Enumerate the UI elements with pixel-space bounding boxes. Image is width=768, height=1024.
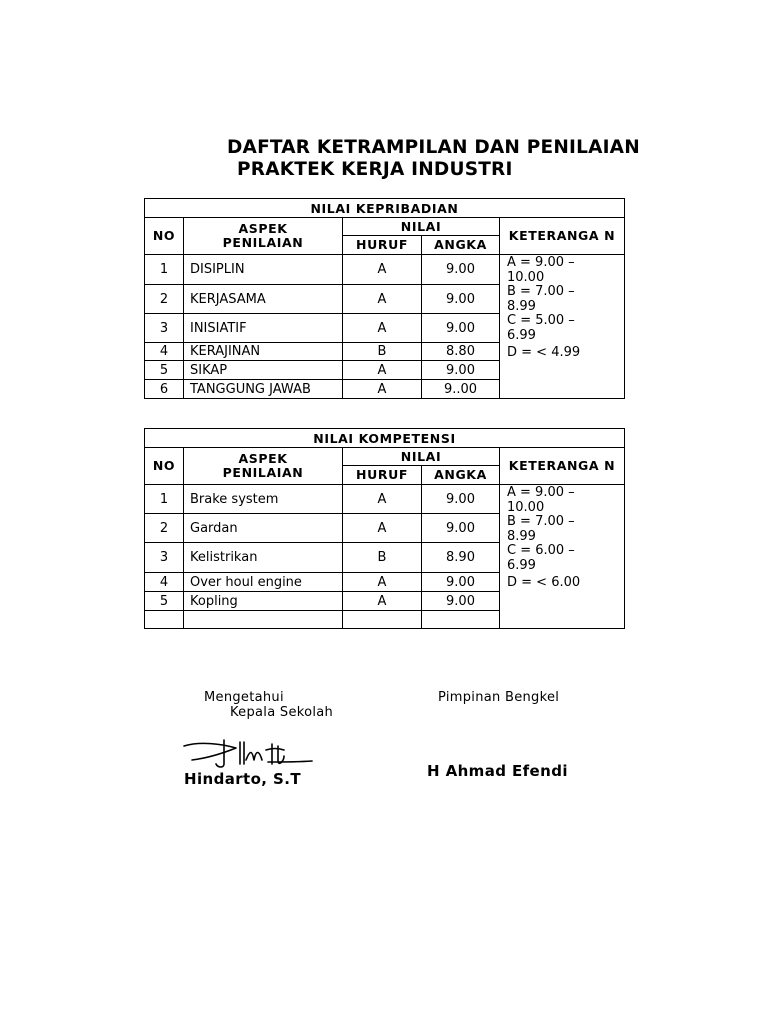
pimpinan-bengkel-name: H Ahmad Efendi (427, 762, 568, 780)
legend-line: 8.99 (507, 528, 536, 544)
row-no: 3 (145, 314, 184, 343)
header-no: NO (145, 448, 184, 485)
row-no: 1 (145, 485, 184, 514)
row-no: 2 (145, 514, 184, 543)
mengetahui-label: Mengetahui (204, 690, 284, 705)
row-no: 5 (145, 592, 184, 611)
header-nilai: NILAI (343, 218, 500, 236)
row-no: 6 (145, 380, 184, 399)
row-huruf: A (343, 592, 422, 611)
row-huruf: B (343, 343, 422, 361)
row-angka: 8.90 (422, 543, 500, 573)
header-huruf: HURUF (343, 466, 422, 485)
header-no: NO (145, 218, 184, 255)
row-aspek: TANGGUNG JAWAB (184, 380, 343, 399)
row-huruf: B (343, 543, 422, 573)
row-aspek: INISIATIF (184, 314, 343, 343)
legend-line: C = 6.00 – (507, 543, 575, 559)
row-huruf: A (343, 573, 422, 592)
row-aspek: Over houl engine (184, 573, 343, 592)
row-no: 5 (145, 361, 184, 380)
legend-line: 10.00 (507, 269, 545, 285)
row-aspek: DISIPLIN (184, 255, 343, 285)
row-angka: 9.00 (422, 514, 500, 543)
row-huruf: A (343, 285, 422, 314)
row-huruf: A (343, 380, 422, 399)
legend-line: C = 5.00 – (507, 313, 575, 329)
row-angka: 9.00 (422, 592, 500, 611)
row-aspek: Kelistrikan (184, 543, 343, 573)
kepribadian-table (144, 198, 625, 399)
row-angka: 9.00 (422, 573, 500, 592)
row-huruf: A (343, 485, 422, 514)
legend-line: 10.00 (507, 499, 545, 515)
row-angka: 8.80 (422, 343, 500, 361)
row-angka: 9.00 (422, 255, 500, 285)
handwritten-signature (180, 736, 320, 772)
legend-line: 8.99 (507, 298, 536, 314)
header-keterangan: KETERANGA N (500, 218, 625, 255)
document-title-line1: DAFTAR KETRAMPILAN DAN PENILAIAN (227, 137, 640, 158)
document-title-line2: PRAKTEK KERJA INDUSTRI (237, 159, 513, 180)
row-aspek: Brake system (184, 485, 343, 514)
header-keterangan: KETERANGA N (500, 448, 625, 485)
empty-cell (184, 611, 343, 629)
legend-line: D = < 6.00 (507, 574, 581, 590)
empty-cell (422, 611, 500, 629)
section-title: NILAI KEPRIBADIAN (145, 199, 625, 218)
legend-line: B = 7.00 – (507, 284, 575, 300)
empty-cell (343, 611, 422, 629)
header-angka: ANGKA (422, 236, 500, 255)
header-aspek: ASPEK PENILAIAN (184, 448, 343, 485)
legend-line: 6.99 (507, 557, 536, 573)
row-huruf: A (343, 514, 422, 543)
keterangan-legend (500, 485, 625, 629)
row-angka: 9.00 (422, 361, 500, 380)
kepala-sekolah-label: Kepala Sekolah (230, 705, 334, 720)
row-no: 3 (145, 543, 184, 573)
kompetensi-table (144, 428, 625, 629)
row-aspek: KERAJINAN (184, 343, 343, 361)
row-no: 4 (145, 573, 184, 592)
row-aspek: Kopling (184, 592, 343, 611)
header-huruf: HURUF (343, 236, 422, 255)
row-huruf: A (343, 314, 422, 343)
row-aspek: SIKAP (184, 361, 343, 380)
section-title: NILAI KOMPETENSI (145, 429, 625, 448)
keterangan-legend (500, 255, 625, 399)
header-angka: ANGKA (422, 466, 500, 485)
header-nilai: NILAI (343, 448, 500, 466)
legend-line: A = 9.00 – (507, 255, 575, 270)
row-aspek: KERJASAMA (184, 285, 343, 314)
row-no: 2 (145, 285, 184, 314)
empty-cell (145, 611, 184, 629)
legend-line: A = 9.00 – (507, 485, 575, 500)
kepala-sekolah-name: Hindarto, S.T (184, 770, 301, 788)
row-angka: 9..00 (422, 380, 500, 399)
row-huruf: A (343, 361, 422, 380)
row-huruf: A (343, 255, 422, 285)
row-angka: 9.00 (422, 314, 500, 343)
header-aspek: ASPEK PENILAIAN (184, 218, 343, 255)
row-angka: 9.00 (422, 485, 500, 514)
row-angka: 9.00 (422, 285, 500, 314)
legend-line: D = < 4.99 (507, 344, 581, 360)
row-aspek: Gardan (184, 514, 343, 543)
row-no: 4 (145, 343, 184, 361)
pimpinan-bengkel-label: Pimpinan Bengkel (438, 690, 560, 705)
legend-line: 6.99 (507, 327, 536, 343)
legend-line: B = 7.00 – (507, 514, 575, 530)
row-no: 1 (145, 255, 184, 285)
